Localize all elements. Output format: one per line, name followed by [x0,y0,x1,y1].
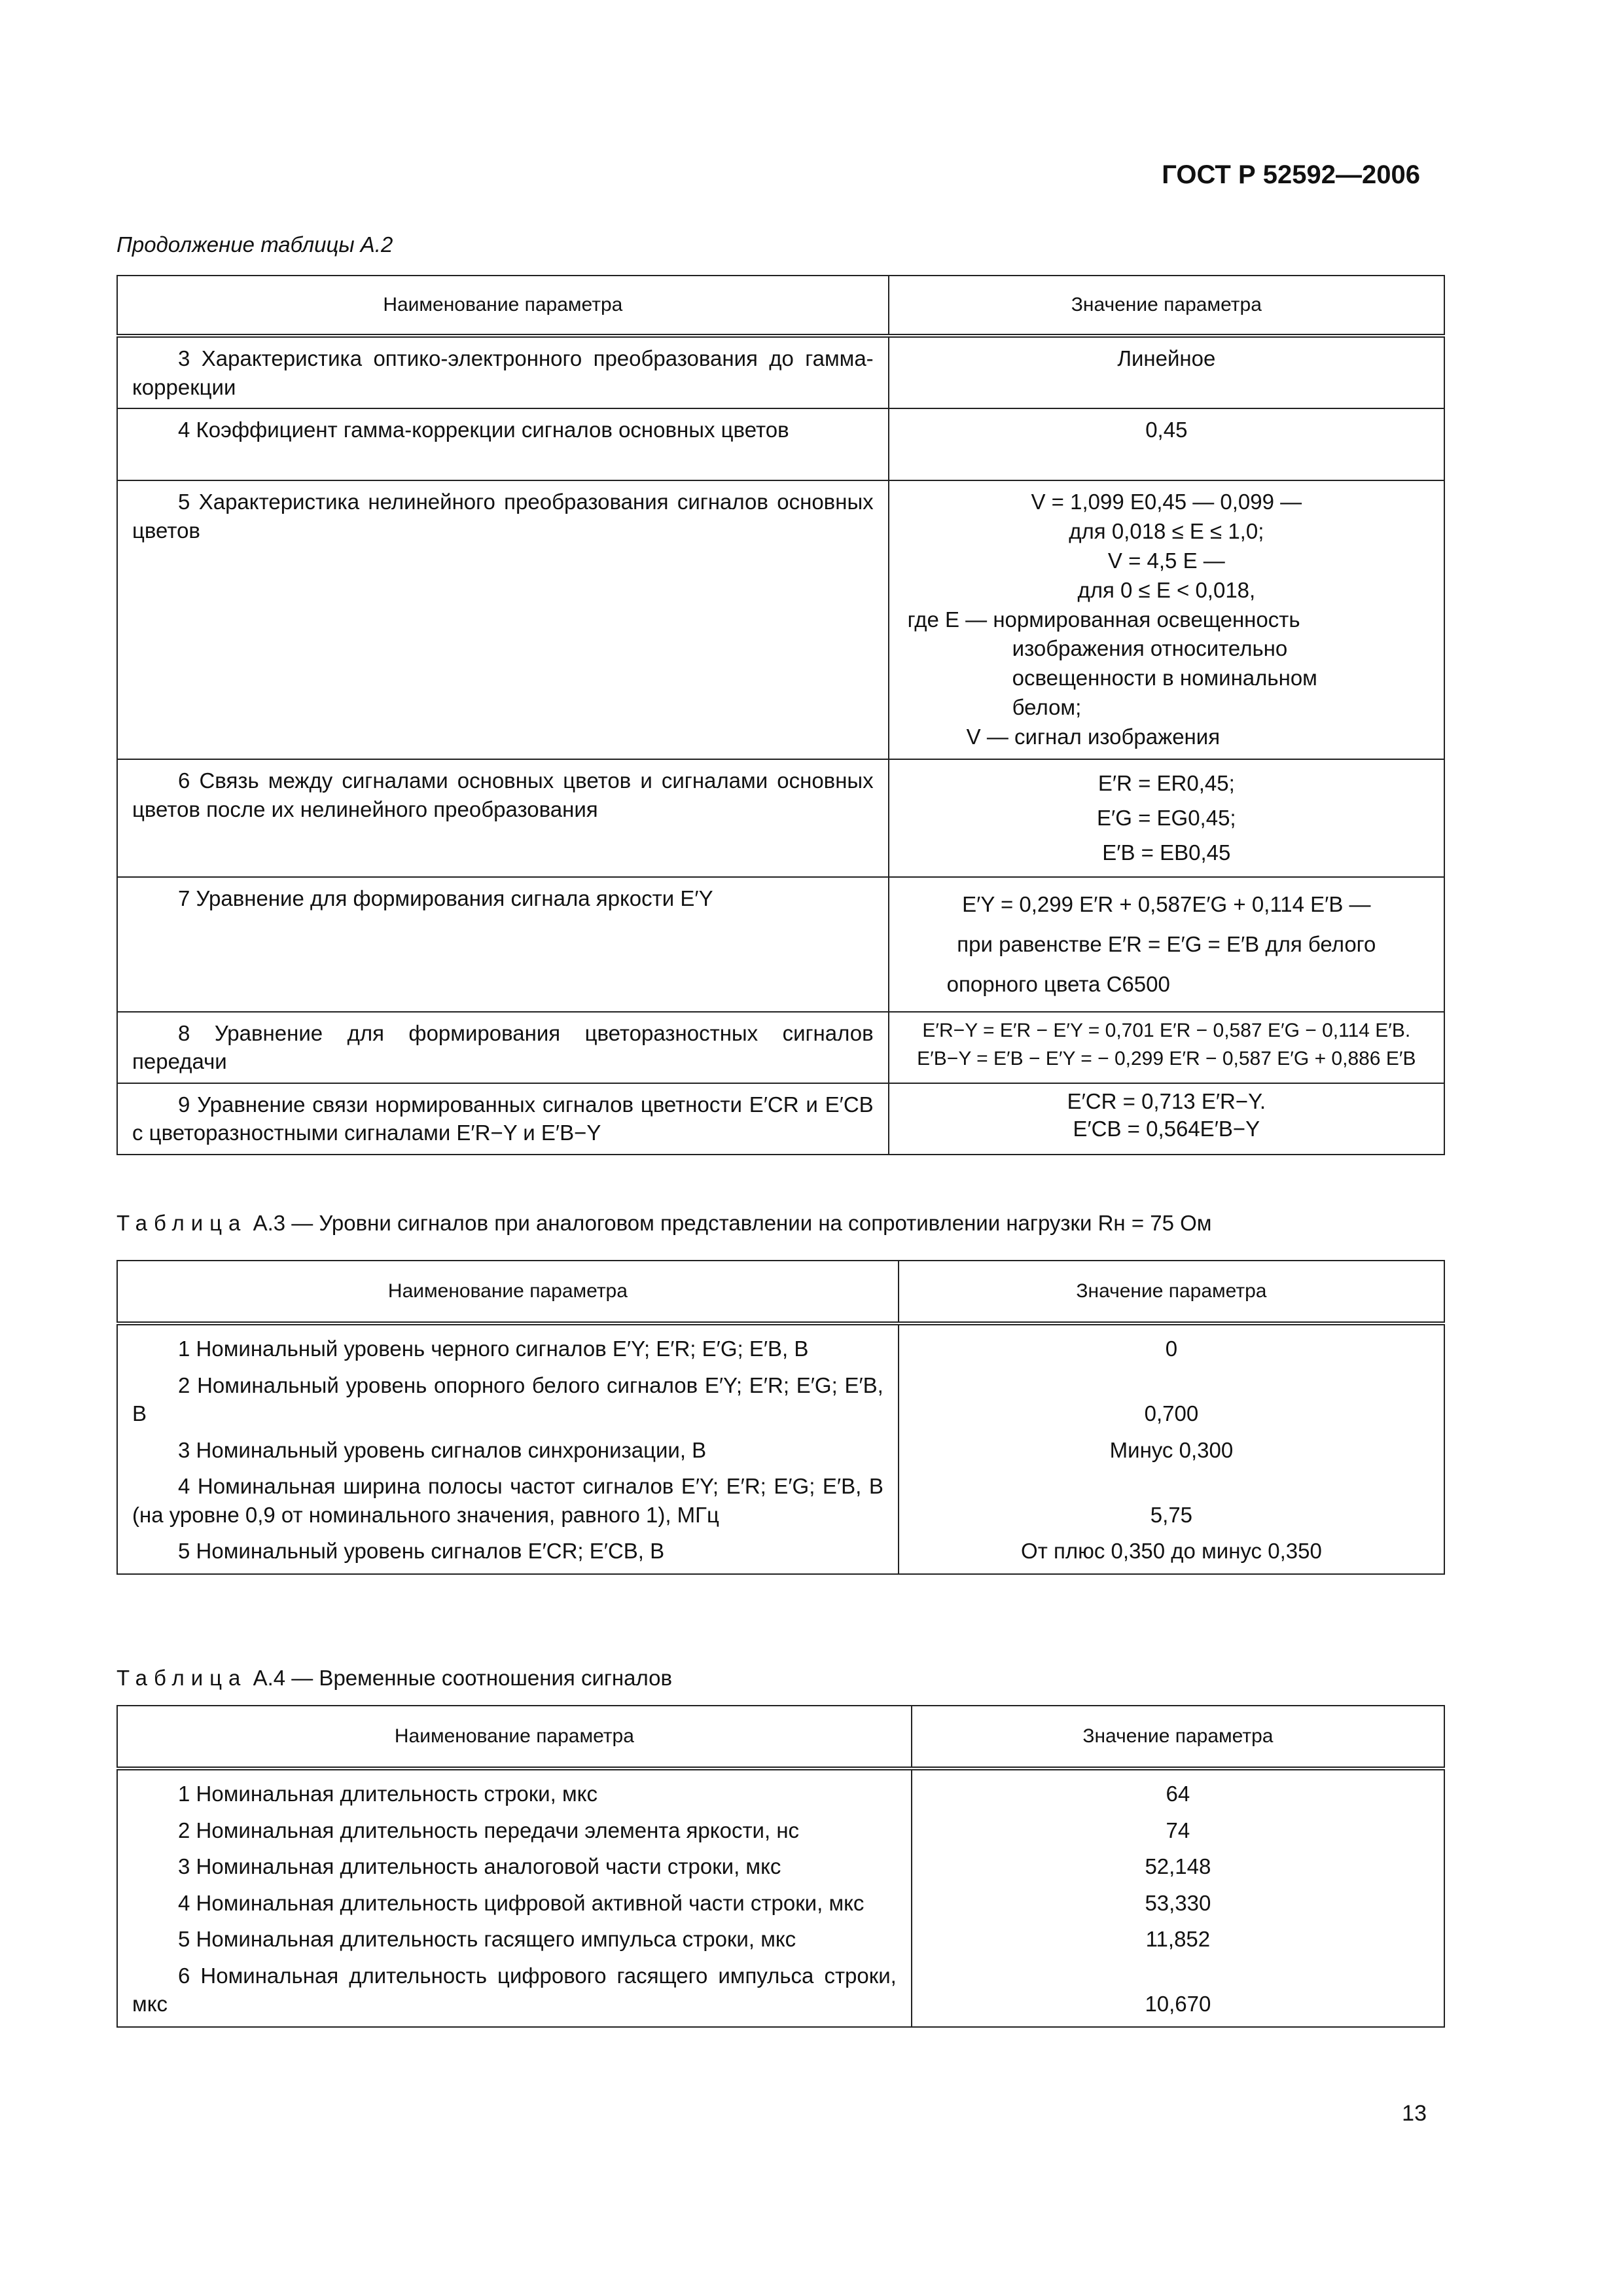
table-a4-caption [116,1666,672,1691]
row-number: 2 [178,1372,190,1397]
formula-line: при равенстве E′R = E′G = E′B для белого [957,932,1376,957]
parameter-name: Номинальная длительность аналоговой части строки, мкс [196,1854,781,1879]
table-row [117,1083,1444,1155]
table-row [117,408,1444,480]
row-number: 5 [178,1927,190,1952]
table-row [117,480,1444,759]
parameter-value: 11,852 [912,1921,1444,1958]
formula-line: E′CR = 0,713 E′R−Y. [1067,1088,1266,1113]
row-number: 1 [178,1782,190,1806]
parameter-name: Уравнение связи нормированных сигналов цветности E′CR и E′CB с цветоразностными сигналами E′R−Y и E′B−Y [132,1092,874,1145]
formula-line: для 0 ≤ E < 0,018, [1077,577,1256,602]
row-number: 1 [178,1336,190,1361]
table-title: А.4 — Временные соотношения сигналов [253,1666,673,1690]
row-number: 4 [178,1474,190,1499]
formula-line: E′R−Y = E′R − E′Y = 0,701 E′R − 0,587 E′G − 0,114 E′B. [922,1019,1411,1041]
parameter-name: Характеристика нелинейного преобразования сигналов основных цветов [132,490,874,543]
formula-line: для 0,018 ≤ E ≤ 1,0; [1069,518,1264,543]
document-standard-number: ГОСТ Р 52592—2006 [1162,160,1420,189]
row-number: 5 [178,1539,190,1564]
parameter-name: Номинальная ширина полосы частот сигналов E′Y; E′R; E′G; E′B, В (на уровне 0,9 от номинального значения, равного 1), МГц [132,1474,883,1527]
parameter-name: Номинальный уровень сигналов E′CR; E′CB, В [196,1539,665,1564]
table-a2-caption: Продолжение таблицы А.2 [116,232,393,257]
column-header-value: Значение параметра [912,1706,1444,1768]
table-a4 [116,1705,1445,2028]
row-number: 4 [178,1890,190,1915]
formula-line: E′CB = 0,564E′B−Y [1073,1117,1260,1141]
formula-line: E′G = EG0,45; [1097,805,1236,830]
parameter-value: Минус 0,300 [899,1432,1444,1469]
parameter-value: 5,75 [899,1468,1444,1533]
parameter-name: Номинальная длительность передачи элемента яркости, нс [196,1818,800,1842]
formula-line: V — сигнал изображения [966,725,1221,749]
table-row [117,759,1444,877]
table-row [117,1921,1444,1958]
parameter-value: 0 [899,1323,1444,1367]
table-row [117,1848,1444,1885]
parameter-name: Уравнение для формирования цветоразностных сигналов передачи [132,1020,874,1074]
formula-line: E′B−Y = E′B − E′Y = − 0,299 E′R − 0,587 E′G + 0,886 E′B [917,1048,1416,1069]
table-row [117,1323,1444,1367]
table-row [117,1012,1444,1083]
parameter-value: 64 [912,1768,1444,1812]
table-label: Таблица [116,1211,247,1235]
formula-line: E′Y = 0,299 E′R + 0,587E′G + 0,114 E′B — [962,892,1371,917]
table-row [117,1812,1444,1849]
table-row [117,1768,1444,1812]
parameter-name: Коэффициент гамма-коррекции сигналов основных цветов [196,418,789,442]
parameter-value: 10,670 [912,1958,1444,2027]
table-label: Таблица [116,1666,247,1690]
formula-line: V = 1,099 E0,45 — 0,099 — [1031,490,1302,514]
row-number: 7 [178,886,190,911]
parameter-value: 0,700 [899,1367,1444,1432]
row-number: 2 [178,1818,190,1842]
page-number: 13 [1402,2101,1427,2126]
parameter-value: Линейное [1117,346,1216,370]
parameter-name: Уравнение для формирования сигнала яркости E′Y [196,886,713,911]
column-header-value: Значение параметра [889,276,1444,336]
parameter-name: Номинальная длительность гасящего импульса строки, мкс [196,1927,796,1952]
table-row [117,336,1444,408]
row-number: 3 [178,1854,190,1879]
parameter-name: Номинальная длительность цифровой активной части строки, мкс [196,1890,865,1915]
parameter-value: 0,45 [1145,418,1188,442]
table-a2 [116,275,1445,1155]
formula-line: освещенности в номинальном [1012,666,1317,691]
formula-line: где E — нормированная освещенность [907,607,1300,632]
formula-line: V = 4,5 E — [1107,548,1225,573]
table-row [117,1533,1444,1574]
table-row [117,877,1444,1011]
parameter-name: Номинальный уровень черного сигналов E′Y; E′R; E′G; E′B, В [196,1336,809,1361]
parameter-name: Характеристика оптико-электронного преобразования до гамма-коррекции [132,346,874,399]
table-row [117,1885,1444,1922]
parameter-value: От плюс 0,350 до минус 0,350 [899,1533,1444,1574]
table-a3-caption [116,1211,1212,1236]
formula-line: опорного цвета C6500 [946,972,1170,997]
row-number: 4 [178,418,190,442]
column-header-name: Наименование параметра [117,1706,912,1768]
row-number: 6 [178,768,190,793]
parameter-value: 53,330 [912,1885,1444,1922]
parameter-name: Номинальный уровень сигналов синхронизации, В [196,1437,707,1462]
row-number: 8 [178,1020,190,1045]
table-row [117,1958,1444,2027]
formula-line: E′B = EB0,45 [1102,840,1231,865]
column-header-name: Наименование параметра [117,1261,899,1323]
formula-line: белом; [1012,695,1082,720]
parameter-name: Связь между сигналами основных цветов и сигналами основных цветов после их нелинейного преобразования [132,768,874,821]
row-number: 9 [178,1092,190,1117]
parameter-name: Номинальный уровень опорного белого сигналов E′Y; E′R; E′G; E′B, В [132,1372,883,1426]
row-number: 3 [178,346,190,370]
table-title: А.3 — Уровни сигналов при аналоговом представлении на сопротивлении нагрузки Rн = 75 Ом [253,1211,1212,1235]
parameter-value: 74 [912,1812,1444,1849]
formula-line: E′R = ER0,45; [1097,770,1235,795]
column-header-value: Значение параметра [899,1261,1444,1323]
table-row [117,1432,1444,1469]
table-row [117,1468,1444,1533]
parameter-name: Номинальная длительность цифрового гасящего импульса строки, мкс [132,1963,897,2017]
row-number: 5 [178,490,190,514]
formula-line: изображения относительно [1012,636,1288,661]
column-header-name: Наименование параметра [117,276,889,336]
table-a3 [116,1260,1445,1575]
parameter-value: 52,148 [912,1848,1444,1885]
row-number: 3 [178,1437,190,1462]
table-row [117,1367,1444,1432]
parameter-name: Номинальная длительность строки, мкс [196,1782,597,1806]
row-number: 6 [178,1963,190,1988]
